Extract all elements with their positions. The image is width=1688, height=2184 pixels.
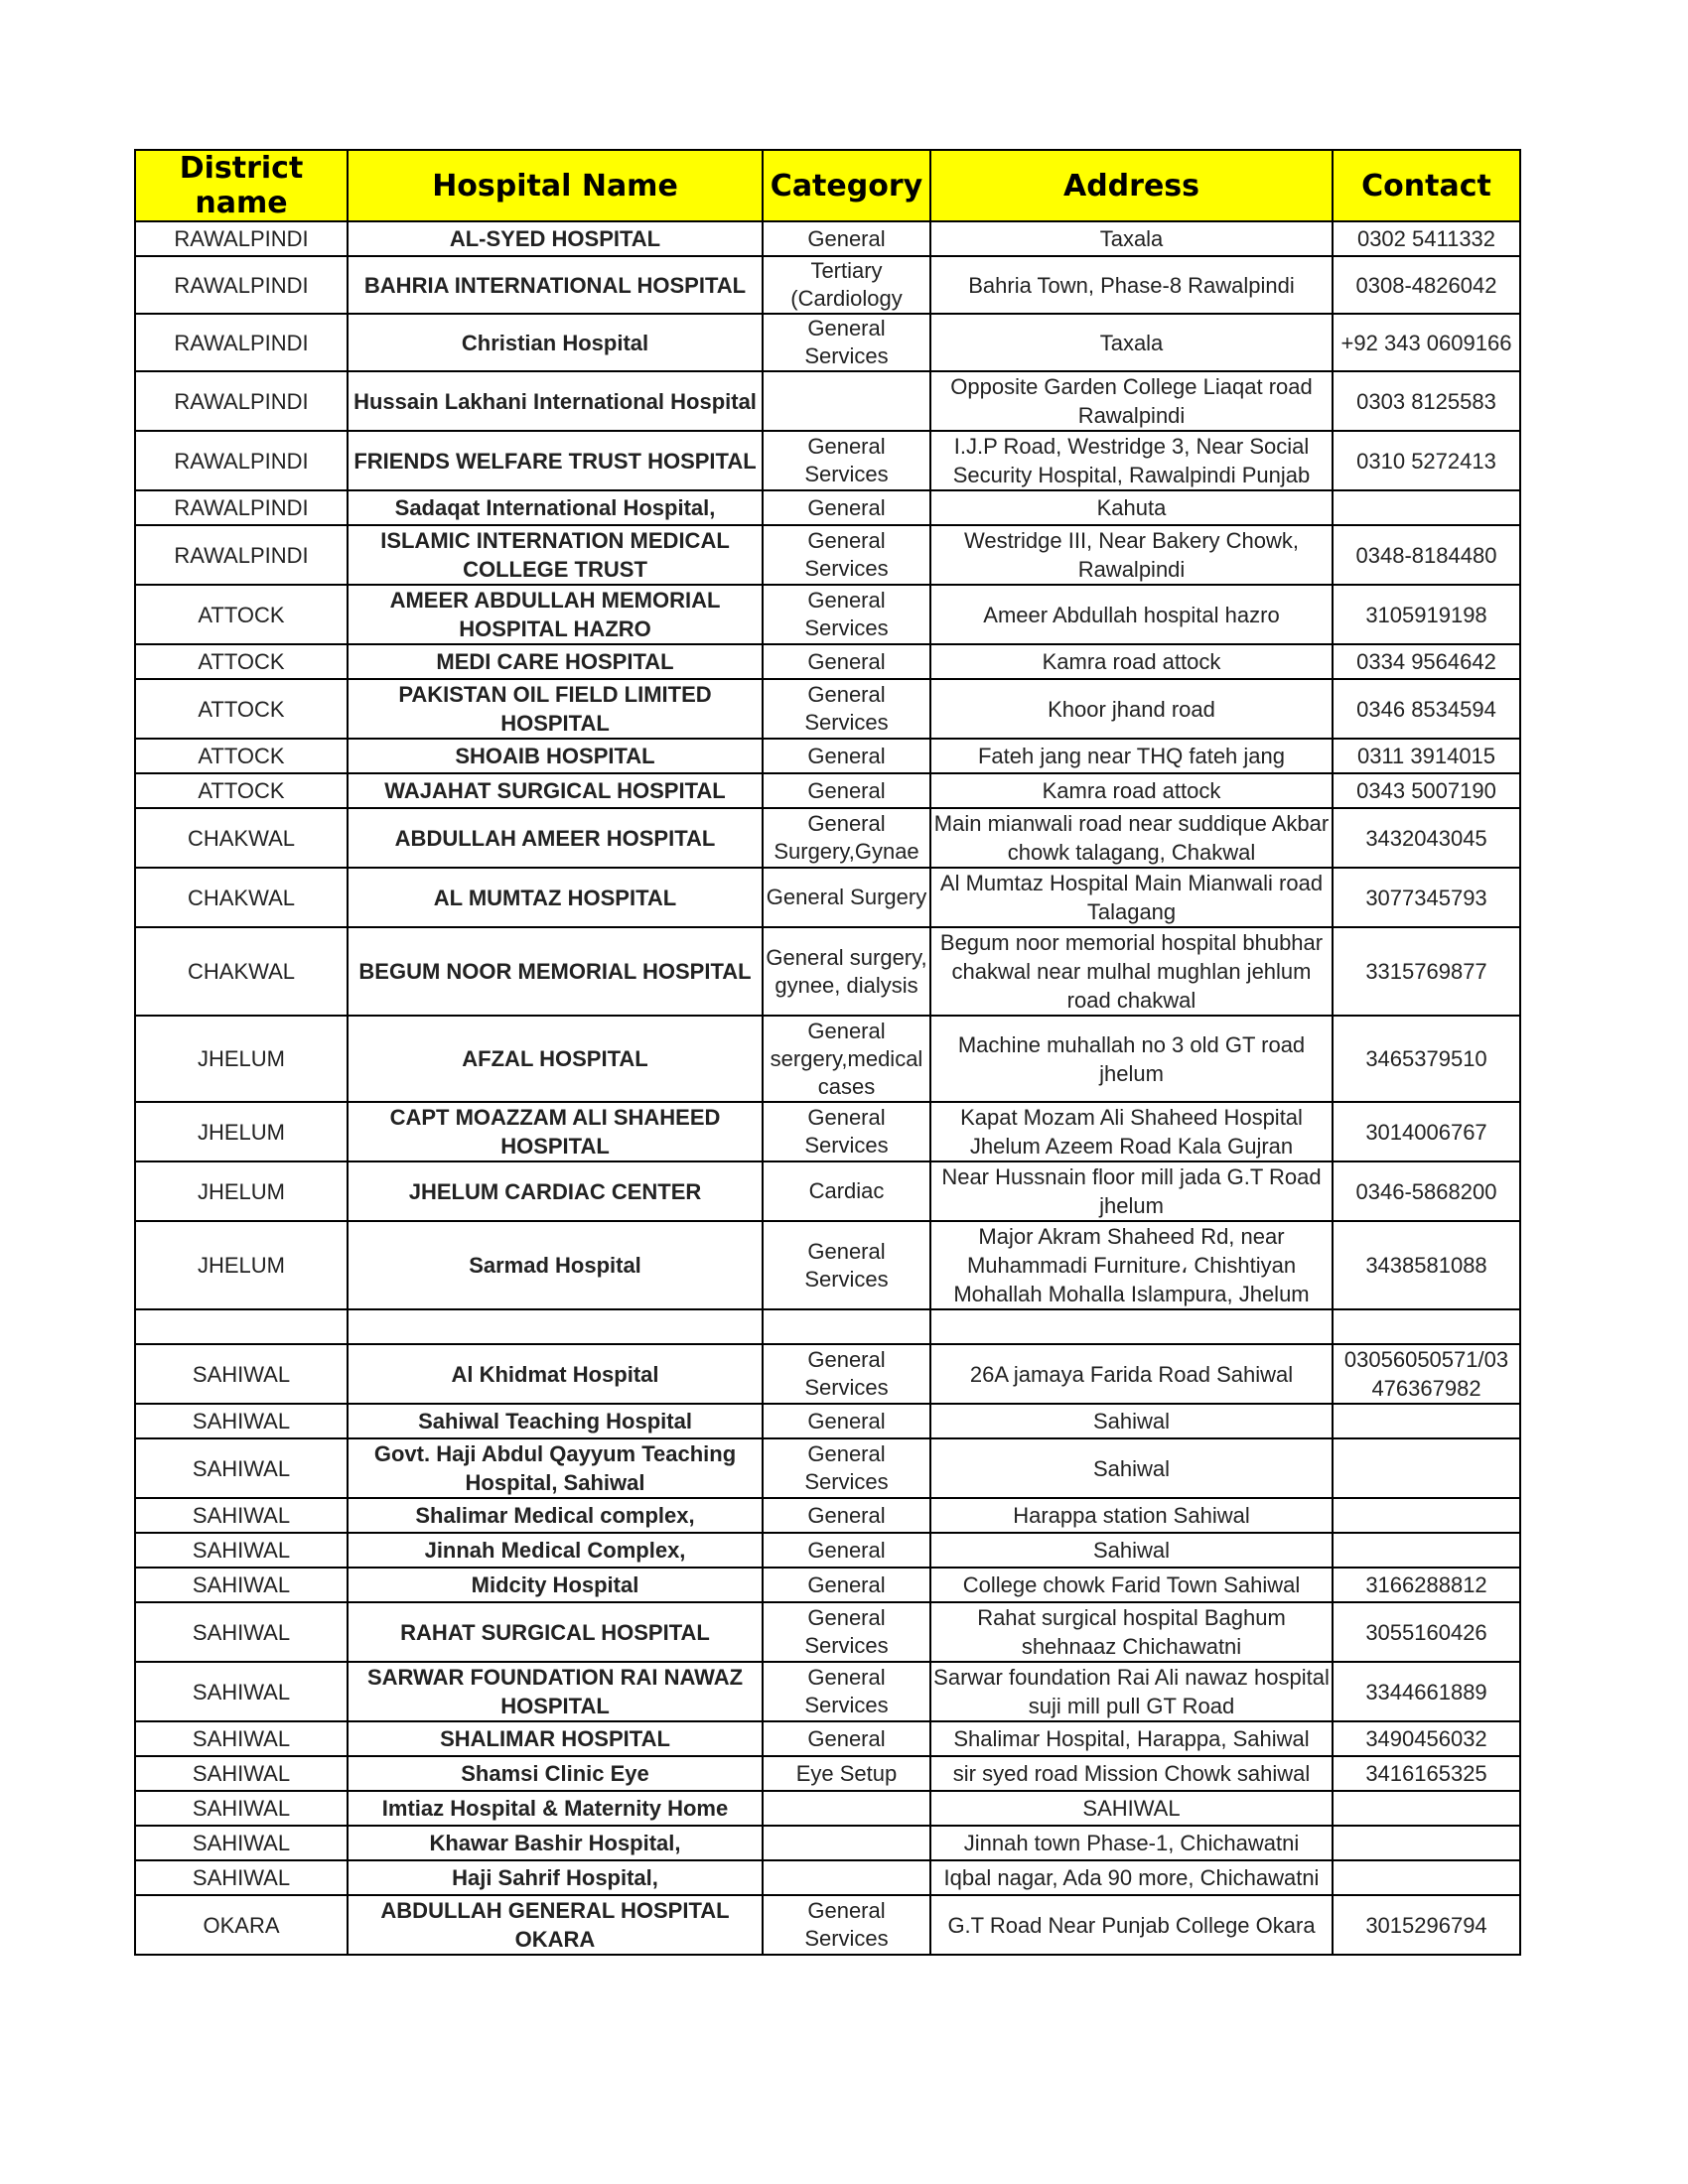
address-cell: Near Hussnain floor mill jada G.T Road jhelum (930, 1161, 1333, 1221)
district-cell: SAHIWAL (135, 1791, 348, 1826)
hospital-name-cell: Christian Hospital (348, 314, 763, 371)
table-row (135, 808, 1520, 868)
table-row (135, 868, 1520, 927)
district-cell: SAHIWAL (135, 1662, 348, 1721)
category-cell: General Surgery (763, 868, 930, 927)
contact-cell (1333, 1791, 1520, 1826)
address-cell: Ameer Abdullah hospital hazro (930, 585, 1333, 644)
address-cell: Main mianwali road near suddique Akbar chowk talagang, Chakwal (930, 808, 1333, 868)
table-row (135, 739, 1520, 773)
hospital-name-cell: BEGUM NOOR MEMORIAL HOSPITAL (348, 927, 763, 1016)
table-row (135, 1568, 1520, 1602)
district-cell: RAWALPINDI (135, 256, 348, 314)
hospital-name-cell: Al Khidmat Hospital (348, 1344, 763, 1404)
category-cell: General sergery,medical cases (763, 1016, 930, 1102)
hospital-name-cell: Shamsi Clinic Eye (348, 1756, 763, 1791)
district-cell: CHAKWAL (135, 927, 348, 1016)
category-cell: General (763, 1533, 930, 1568)
contact-cell: 0303 8125583 (1333, 371, 1520, 431)
contact-cell (1333, 1826, 1520, 1860)
table-row (135, 1756, 1520, 1791)
hospital-name-cell: Hussain Lakhani International Hospital (348, 371, 763, 431)
category-cell: General (763, 490, 930, 525)
table-row (135, 679, 1520, 739)
category-cell: General (763, 644, 930, 679)
district-cell: ATTOCK (135, 679, 348, 739)
contact-cell: 03056050571/03 476367982 (1333, 1344, 1520, 1404)
district-cell: SAHIWAL (135, 1602, 348, 1662)
address-cell: Fateh jang near THQ fateh jang (930, 739, 1333, 773)
table-row (135, 1791, 1520, 1826)
address-cell: Kamra road attock (930, 773, 1333, 808)
category-cell: General Services (763, 1895, 930, 1955)
address-cell: G.T Road Near Punjab College Okara (930, 1895, 1333, 1955)
table-row (135, 1662, 1520, 1721)
district-cell: JHELUM (135, 1016, 348, 1102)
contact-cell: 0346-5868200 (1333, 1161, 1520, 1221)
table-row (135, 773, 1520, 808)
district-cell: RAWALPINDI (135, 431, 348, 490)
address-cell: Sahiwal (930, 1404, 1333, 1438)
address-cell: Jinnah town Phase-1, Chichawatni (930, 1826, 1333, 1860)
address-cell: Bahria Town, Phase-8 Rawalpindi (930, 256, 1333, 314)
district-cell: SAHIWAL (135, 1344, 348, 1404)
address-cell: Kapat Mozam Ali Shaheed Hospital Jhelum Azeem Road Kala Gujran (930, 1102, 1333, 1161)
address-cell: sir syed road Mission Chowk sahiwal (930, 1756, 1333, 1791)
category-cell (763, 1791, 930, 1826)
table-row (135, 1438, 1520, 1498)
contact-cell: 3315769877 (1333, 927, 1520, 1016)
hospital-name-cell: Shalimar Medical complex, (348, 1498, 763, 1533)
contact-cell (1333, 1438, 1520, 1498)
contact-cell: 0334 9564642 (1333, 644, 1520, 679)
address-cell: I.J.P Road, Westridge 3, Near Social Security Hospital, Rawalpindi Punjab (930, 431, 1333, 490)
district-cell: ATTOCK (135, 585, 348, 644)
hospital-name-cell: Khawar Bashir Hospital, (348, 1826, 763, 1860)
district-cell: ATTOCK (135, 773, 348, 808)
address-cell: Sahiwal (930, 1438, 1333, 1498)
address-cell (930, 1309, 1333, 1344)
hospital-name-cell: MEDI CARE HOSPITAL (348, 644, 763, 679)
address-cell: Major Akram Shaheed Rd, near Muhammadi Furniture، Chishtiyan Mohallah Mohalla Islampura, Jhelum (930, 1221, 1333, 1309)
address-cell: SAHIWAL (930, 1791, 1333, 1826)
contact-cell: 3416165325 (1333, 1756, 1520, 1791)
contact-cell: +92 343 0609166 (1333, 314, 1520, 371)
contact-cell: 0310 5272413 (1333, 431, 1520, 490)
header-hospital: Hospital Name (348, 150, 763, 221)
category-cell: General Services (763, 1438, 930, 1498)
contact-cell: 3015296794 (1333, 1895, 1520, 1955)
header-row (135, 150, 1520, 221)
category-cell: General Services (763, 1221, 930, 1309)
table-row (135, 1895, 1520, 1955)
contact-cell: 0302 5411332 (1333, 221, 1520, 256)
contact-cell: 0346 8534594 (1333, 679, 1520, 739)
contact-cell (1333, 490, 1520, 525)
hospital-name-cell: ABDULLAH AMEER HOSPITAL (348, 808, 763, 868)
table-row (135, 927, 1520, 1016)
hospital-name-cell: ISLAMIC INTERNATION MEDICAL COLLEGE TRUST (348, 525, 763, 585)
district-cell: JHELUM (135, 1102, 348, 1161)
contact-cell (1333, 1498, 1520, 1533)
hospital-name-cell: Govt. Haji Abdul Qayyum Teaching Hospital, Sahiwal (348, 1438, 763, 1498)
hospital-name-cell: Haji Sahrif Hospital, (348, 1860, 763, 1895)
hospital-name-cell: PAKISTAN OIL FIELD LIMITED HOSPITAL (348, 679, 763, 739)
header-address: Address (930, 150, 1333, 221)
address-cell: Shalimar Hospital, Harappa, Sahiwal (930, 1721, 1333, 1756)
category-cell: General Services (763, 1102, 930, 1161)
table-row (135, 1221, 1520, 1309)
address-cell: Westridge III, Near Bakery Chowk, Rawalpindi (930, 525, 1333, 585)
contact-cell: 0311 3914015 (1333, 739, 1520, 773)
hospital-name-cell: Imtiaz Hospital & Maternity Home (348, 1791, 763, 1826)
hospital-name-cell: ABDULLAH GENERAL HOSPITAL OKARA (348, 1895, 763, 1955)
header-contact: Contact (1333, 150, 1520, 221)
hospital-name-cell: Jinnah Medical Complex, (348, 1533, 763, 1568)
hospital-name-cell: WAJAHAT SURGICAL HOSPITAL (348, 773, 763, 808)
hospital-name-cell (348, 1309, 763, 1344)
hospital-name-cell: RAHAT SURGICAL HOSPITAL (348, 1602, 763, 1662)
table-row (135, 256, 1520, 314)
address-cell: Sarwar foundation Rai Ali nawaz hospital suji mill pull GT Road (930, 1662, 1333, 1721)
address-cell: College chowk Farid Town Sahiwal (930, 1568, 1333, 1602)
category-cell: General (763, 221, 930, 256)
district-cell (135, 1309, 348, 1344)
address-cell: Kamra road attock (930, 644, 1333, 679)
district-cell: OKARA (135, 1895, 348, 1955)
address-cell: Rahat surgical hospital Baghum shehnaaz Chichawatni (930, 1602, 1333, 1662)
table-body (135, 221, 1520, 1955)
contact-cell: 3166288812 (1333, 1568, 1520, 1602)
hospital-table (134, 149, 1521, 1956)
table-row (135, 585, 1520, 644)
header-district: District name (135, 150, 348, 221)
district-cell: RAWALPINDI (135, 371, 348, 431)
category-cell: General Services (763, 679, 930, 739)
hospital-name-cell: BAHRIA INTERNATIONAL HOSPITAL (348, 256, 763, 314)
hospital-name-cell: AL-SYED HOSPITAL (348, 221, 763, 256)
category-cell: General (763, 1721, 930, 1756)
district-cell: RAWALPINDI (135, 525, 348, 585)
category-cell: General Services (763, 1662, 930, 1721)
address-cell: Machine muhallah no 3 old GT road jhelum (930, 1016, 1333, 1102)
contact-cell: 3055160426 (1333, 1602, 1520, 1662)
table-row (135, 431, 1520, 490)
hospital-table-container (134, 149, 1521, 1956)
district-cell: CHAKWAL (135, 868, 348, 927)
table-row (135, 221, 1520, 256)
contact-cell: 3105919198 (1333, 585, 1520, 644)
hospital-name-cell: JHELUM CARDIAC CENTER (348, 1161, 763, 1221)
address-cell: Begum noor memorial hospital bhubhar chakwal near mulhal mughlan jehlum road chakwal (930, 927, 1333, 1016)
table-row (135, 1602, 1520, 1662)
district-cell: SAHIWAL (135, 1533, 348, 1568)
table-row (135, 1826, 1520, 1860)
contact-cell: 3490456032 (1333, 1721, 1520, 1756)
table-row (135, 1344, 1520, 1404)
district-cell: SAHIWAL (135, 1721, 348, 1756)
hospital-name-cell: Sadaqat International Hospital, (348, 490, 763, 525)
district-cell: ATTOCK (135, 739, 348, 773)
table-row (135, 1102, 1520, 1161)
category-cell: General (763, 1404, 930, 1438)
district-cell: SAHIWAL (135, 1498, 348, 1533)
contact-cell: 3438581088 (1333, 1221, 1520, 1309)
address-cell: Sahiwal (930, 1533, 1333, 1568)
hospital-name-cell: SHALIMAR HOSPITAL (348, 1721, 763, 1756)
district-cell: SAHIWAL (135, 1756, 348, 1791)
table-row (135, 490, 1520, 525)
contact-cell: 3465379510 (1333, 1016, 1520, 1102)
category-cell: General (763, 773, 930, 808)
table-row (135, 525, 1520, 585)
category-cell: Tertiary (Cardiology (763, 256, 930, 314)
category-cell (763, 1309, 930, 1344)
hospital-name-cell: CAPT MOAZZAM ALI SHAHEED HOSPITAL (348, 1102, 763, 1161)
category-cell (763, 1826, 930, 1860)
category-cell: General Services (763, 314, 930, 371)
district-cell: SAHIWAL (135, 1438, 348, 1498)
address-cell: Opposite Garden College Liaqat road Rawalpindi (930, 371, 1333, 431)
district-cell: RAWALPINDI (135, 490, 348, 525)
hospital-name-cell: SHOAIB HOSPITAL (348, 739, 763, 773)
district-cell: ATTOCK (135, 644, 348, 679)
category-cell: General Surgery,Gynae (763, 808, 930, 868)
hospital-name-cell: SARWAR FOUNDATION RAI NAWAZ HOSPITAL (348, 1662, 763, 1721)
contact-cell: 3014006767 (1333, 1102, 1520, 1161)
district-cell: SAHIWAL (135, 1404, 348, 1438)
hospital-name-cell: AFZAL HOSPITAL (348, 1016, 763, 1102)
address-cell: Taxala (930, 314, 1333, 371)
contact-cell: 0343 5007190 (1333, 773, 1520, 808)
category-cell: Cardiac (763, 1161, 930, 1221)
table-row (135, 644, 1520, 679)
hospital-name-cell: Sahiwal Teaching Hospital (348, 1404, 763, 1438)
address-cell: Al Mumtaz Hospital Main Mianwali road Talagang (930, 868, 1333, 927)
district-cell: JHELUM (135, 1161, 348, 1221)
district-cell: SAHIWAL (135, 1568, 348, 1602)
contact-cell: 3077345793 (1333, 868, 1520, 927)
contact-cell (1333, 1309, 1520, 1344)
hospital-name-cell: FRIENDS WELFARE TRUST HOSPITAL (348, 431, 763, 490)
address-cell: Khoor jhand road (930, 679, 1333, 739)
contact-cell (1333, 1533, 1520, 1568)
address-cell: Harappa station Sahiwal (930, 1498, 1333, 1533)
contact-cell: 0308-4826042 (1333, 256, 1520, 314)
category-cell (763, 371, 930, 431)
table-row (135, 314, 1520, 371)
contact-cell: 0348-8184480 (1333, 525, 1520, 585)
category-cell: General Services (763, 1344, 930, 1404)
category-cell: General Services (763, 585, 930, 644)
district-cell: RAWALPINDI (135, 221, 348, 256)
category-cell: General (763, 1498, 930, 1533)
table-row (135, 371, 1520, 431)
address-cell: Taxala (930, 221, 1333, 256)
category-cell: General Services (763, 525, 930, 585)
table-row (135, 1309, 1520, 1344)
table-row (135, 1533, 1520, 1568)
table-row (135, 1721, 1520, 1756)
contact-cell (1333, 1404, 1520, 1438)
category-cell: General (763, 1568, 930, 1602)
contact-cell (1333, 1860, 1520, 1895)
table-row (135, 1860, 1520, 1895)
address-cell: 26A jamaya Farida Road Sahiwal (930, 1344, 1333, 1404)
header-category: Category (763, 150, 930, 221)
category-cell: General Services (763, 1602, 930, 1662)
address-cell: Iqbal nagar, Ada 90 more, Chichawatni (930, 1860, 1333, 1895)
district-cell: RAWALPINDI (135, 314, 348, 371)
district-cell: CHAKWAL (135, 808, 348, 868)
district-cell: JHELUM (135, 1221, 348, 1309)
table-row (135, 1404, 1520, 1438)
category-cell (763, 1860, 930, 1895)
hospital-name-cell: AL MUMTAZ HOSPITAL (348, 868, 763, 927)
address-cell: Kahuta (930, 490, 1333, 525)
district-cell: SAHIWAL (135, 1826, 348, 1860)
category-cell: General Services (763, 431, 930, 490)
table-row (135, 1016, 1520, 1102)
table-row (135, 1498, 1520, 1533)
hospital-name-cell: AMEER ABDULLAH MEMORIAL HOSPITAL HAZRO (348, 585, 763, 644)
district-cell: SAHIWAL (135, 1860, 348, 1895)
contact-cell: 3432043045 (1333, 808, 1520, 868)
hospital-name-cell: Sarmad Hospital (348, 1221, 763, 1309)
category-cell: Eye Setup (763, 1756, 930, 1791)
table-row (135, 1161, 1520, 1221)
category-cell: General (763, 739, 930, 773)
hospital-name-cell: Midcity Hospital (348, 1568, 763, 1602)
contact-cell: 3344661889 (1333, 1662, 1520, 1721)
category-cell: General surgery, gynee, dialysis (763, 927, 930, 1016)
